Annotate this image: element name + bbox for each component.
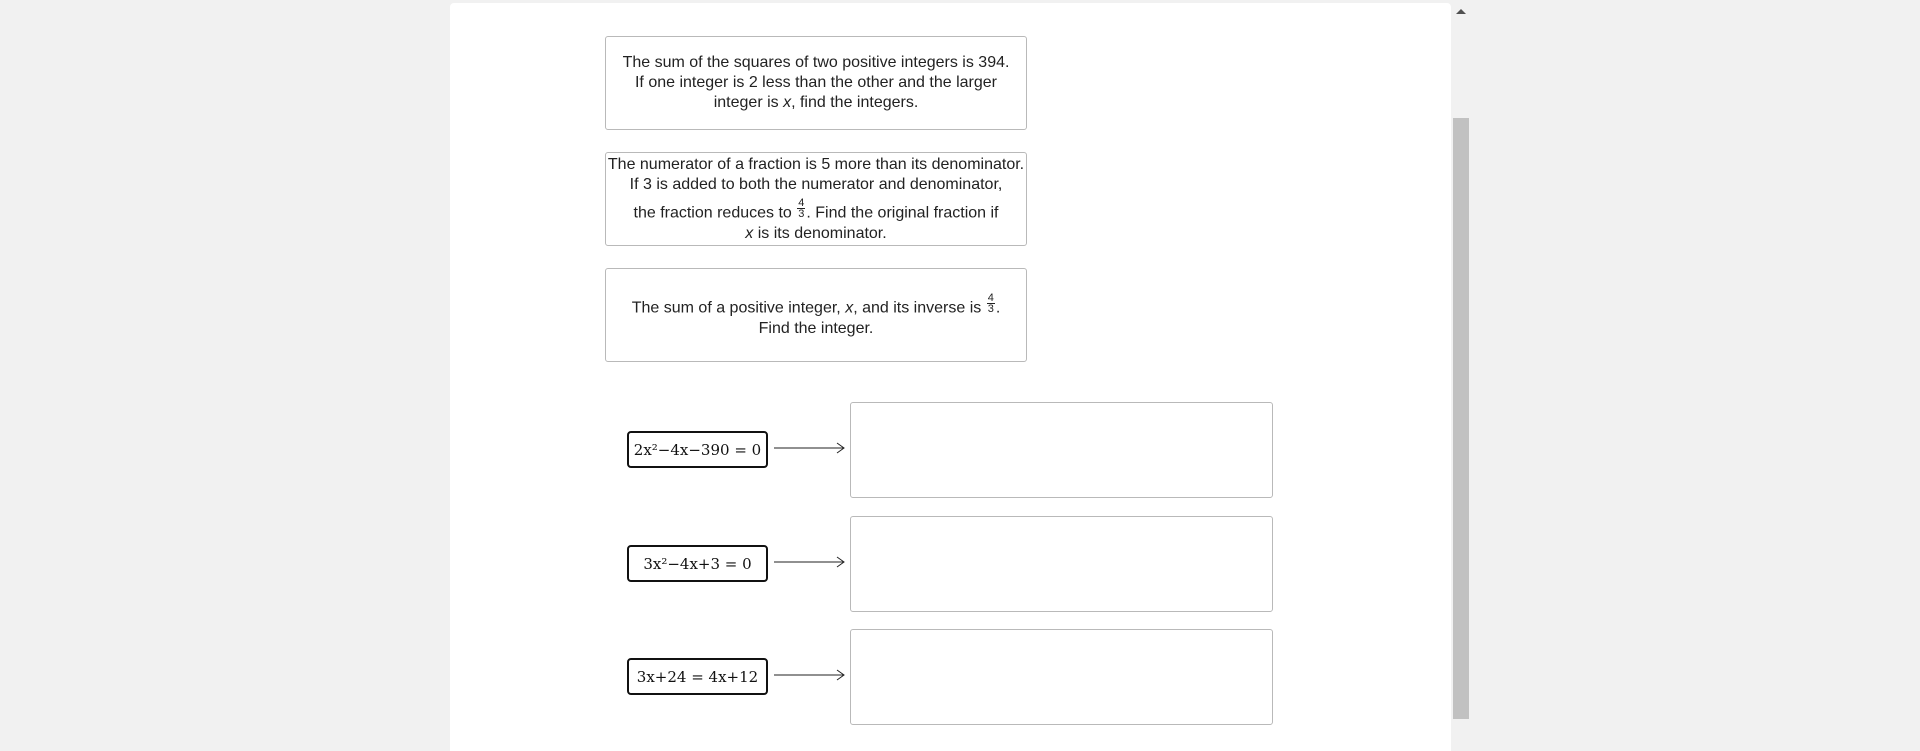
fraction-denominator: 3 — [798, 207, 805, 220]
prompt-card-squares[interactable] — [605, 36, 1027, 130]
right-arrow-icon — [774, 556, 846, 568]
equation-text: 3x²−4x+3 = 0 — [643, 554, 752, 573]
prompt-line: , find the integers. — [791, 94, 919, 111]
prompt-line: . — [995, 299, 1001, 317]
prompt-line: Find the integer. — [758, 319, 874, 337]
drop-zone-3[interactable] — [850, 629, 1273, 725]
prompt-card-fraction[interactable] — [605, 152, 1027, 246]
drop-zone-1[interactable] — [850, 402, 1273, 498]
fraction-numerator: 4 — [798, 196, 805, 209]
fraction-numerator: 4 — [987, 291, 994, 304]
right-arrow-icon — [774, 669, 846, 681]
drop-zone-2[interactable] — [850, 516, 1273, 612]
prompt-line: The sum of the squares of two positive integers is 394. — [622, 54, 1010, 71]
prompt-text — [632, 292, 1001, 339]
prompt-line: integer is — [713, 94, 784, 111]
prompt-line: is its denominator. — [753, 224, 887, 242]
prompt-line: If one integer is 2 less than the other and the larger — [634, 74, 997, 91]
prompt-line: , and its inverse is — [853, 299, 986, 317]
variable-x: x — [845, 299, 854, 317]
equation-text: 3x+24 = 4x+12 — [636, 667, 759, 686]
prompt-line: the fraction reduces to — [633, 204, 797, 222]
scrollbar-thumb[interactable] — [1453, 118, 1469, 719]
prompt-text — [608, 155, 1024, 244]
scroll-up-icon[interactable] — [1456, 9, 1466, 14]
equation-box-2 — [627, 545, 768, 582]
prompt-line: The numerator of a fraction is 5 more than its denominator. — [607, 155, 1025, 173]
prompt-line: . Find the original fraction if — [806, 204, 999, 222]
variable-x: x — [783, 94, 792, 111]
variable-x: x — [745, 224, 754, 242]
fraction-denominator: 3 — [987, 302, 994, 315]
equation-box-3 — [627, 658, 768, 695]
prompt-line: The sum of a positive integer, — [631, 299, 846, 317]
fraction — [797, 198, 805, 219]
equation-box-1 — [627, 431, 768, 468]
fraction — [987, 293, 995, 314]
prompt-card-inverse[interactable] — [605, 268, 1027, 362]
equation-text: 2x²−4x−390 = 0 — [633, 440, 762, 459]
right-arrow-icon — [774, 442, 846, 454]
prompt-text — [623, 53, 1010, 113]
prompt-line: If 3 is added to both the numerator and denominator, — [629, 175, 1003, 193]
vertical-scrollbar[interactable] — [1451, 0, 1471, 751]
